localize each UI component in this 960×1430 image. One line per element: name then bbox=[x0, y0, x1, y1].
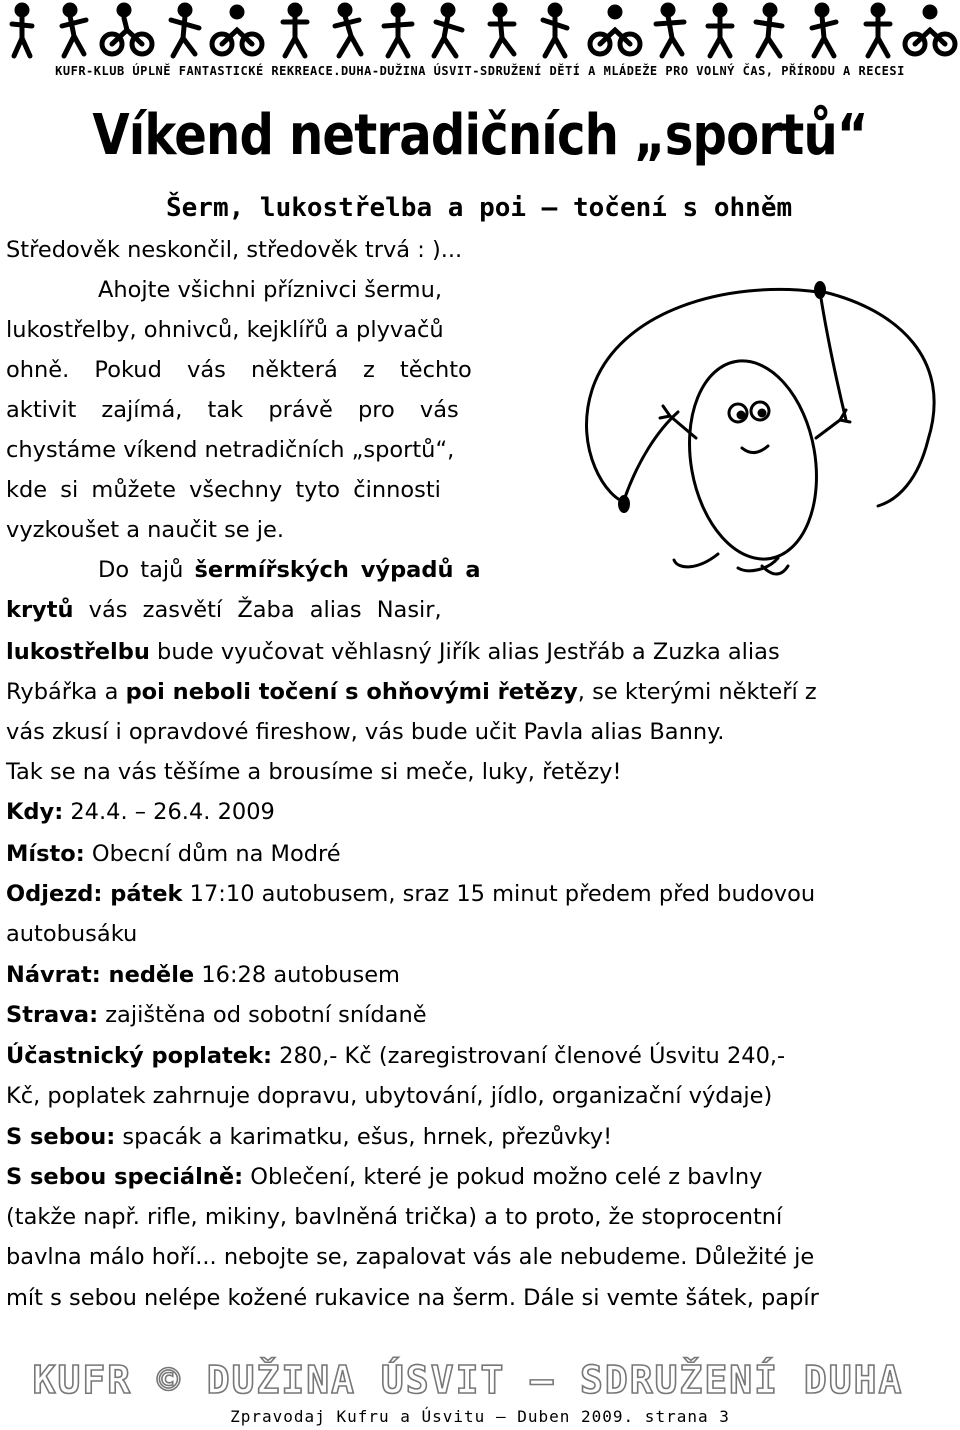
instructors-line: vás zkusí i opravdové fireshow, vás bude učit Pavla alias Banny. bbox=[6, 719, 725, 745]
instructors-line: Rybářka a poi neboli točení s ohňovými řetězy, se kterými někteří z bbox=[6, 679, 817, 705]
special-bring-line: mít s sebou nelépe kožené rukavice na šerm. Dále si vemte šátek, papír bbox=[6, 1285, 819, 1311]
juggling-egg-illustration bbox=[578, 270, 958, 600]
date-line: Kdy: 24.4. – 26.4. 2009 bbox=[6, 799, 275, 825]
special-bring-line: (takže např. rifle, mikiny, bavlněná trička) a to proto, že stoprocentní bbox=[6, 1204, 783, 1230]
footer-logo-text: KUFR © DUŽINA ÚSVIT – SDRUŽENÍ DUHA bbox=[32, 1358, 904, 1402]
intro-line: aktivit zajímá, tak právě pro vás bbox=[6, 397, 459, 423]
intro-line: ohně. Pokud vás některá z těchto bbox=[6, 357, 472, 383]
page-subtitle: Šerm, lukostřelba a poi – točení s ohněm bbox=[166, 193, 793, 223]
banner-caption: KUFR-KLUB ÚPLNĚ FANTASTICKÉ REKREACE.DUHA-DUŽINA ÚSVIT-SDRUŽENÍ DĚTÍ A MLÁDEŽE PRO VOLNÝ ČAS, PŘÍRODU A RECESI bbox=[55, 64, 905, 78]
page-title: Víkend netradičních „sportů“ bbox=[92, 103, 868, 168]
departure-line-cont: autobusáku bbox=[6, 921, 138, 947]
instructors-line: lukostřelbu bude vyučovat věhlasný Jiřík alias Jestřáb a Zuzka alias bbox=[6, 639, 780, 665]
instructors-line: krytů vás zasvětí Žaba alias Nasir, bbox=[6, 597, 442, 623]
fee-line-cont: Kč, poplatek zahrnuje dopravu, ubytování, jídlo, organizační výdaje) bbox=[6, 1083, 773, 1109]
intro-line: Středověk neskončil, středověk trvá : )... bbox=[6, 237, 463, 263]
departure-line: Odjezd: pátek 17:10 autobusem, sraz 15 minut předem před budovou bbox=[6, 881, 816, 907]
footer-logo bbox=[32, 1355, 904, 1403]
intro-line: lukostřelby, ohnivců, kejklířů a plyvačů bbox=[6, 317, 444, 343]
intro-line: kde si můžete všechny tyto činnosti bbox=[6, 477, 441, 503]
food-line: Strava: zajištěna od sobotní snídaně bbox=[6, 1002, 427, 1028]
special-bring-line: S sebou speciálně: Oblečení, které je pokud možno celé z bavlny bbox=[6, 1164, 763, 1190]
footer-caption: Zpravodaj Kufru a Úsvitu – Duben 2009. strana 3 bbox=[230, 1407, 730, 1426]
sport-figures-illustration bbox=[0, 0, 960, 62]
intro-line: Ahojte všichni příznivci šermu, bbox=[98, 277, 443, 303]
special-bring-line: bavlna málo hoří... nebojte se, zapalovat vás ale nebudeme. Důležité je bbox=[6, 1244, 815, 1270]
return-line: Návrat: neděle 16:28 autobusem bbox=[6, 962, 400, 988]
fee-line: Účastnický poplatek: 280,- Kč (zaregistrovaní členové Úsvitu 240,- bbox=[6, 1043, 786, 1069]
header-banner bbox=[0, 0, 960, 92]
bring-line: S sebou: spacák a karimatku, ešus, hrnek, přezůvky! bbox=[6, 1124, 613, 1150]
place-line: Místo: Obecní dům na Modré bbox=[6, 841, 341, 867]
intro-line: vyzkoušet a naučit se je. bbox=[6, 517, 285, 543]
closing-line: Tak se na vás těšíme a brousíme si meče, luky, řetězy! bbox=[6, 759, 622, 785]
instructors-line: Do tajů šermířských výpadů a bbox=[98, 557, 481, 583]
intro-line: chystáme víkend netradičních „sportů“, bbox=[6, 437, 455, 463]
